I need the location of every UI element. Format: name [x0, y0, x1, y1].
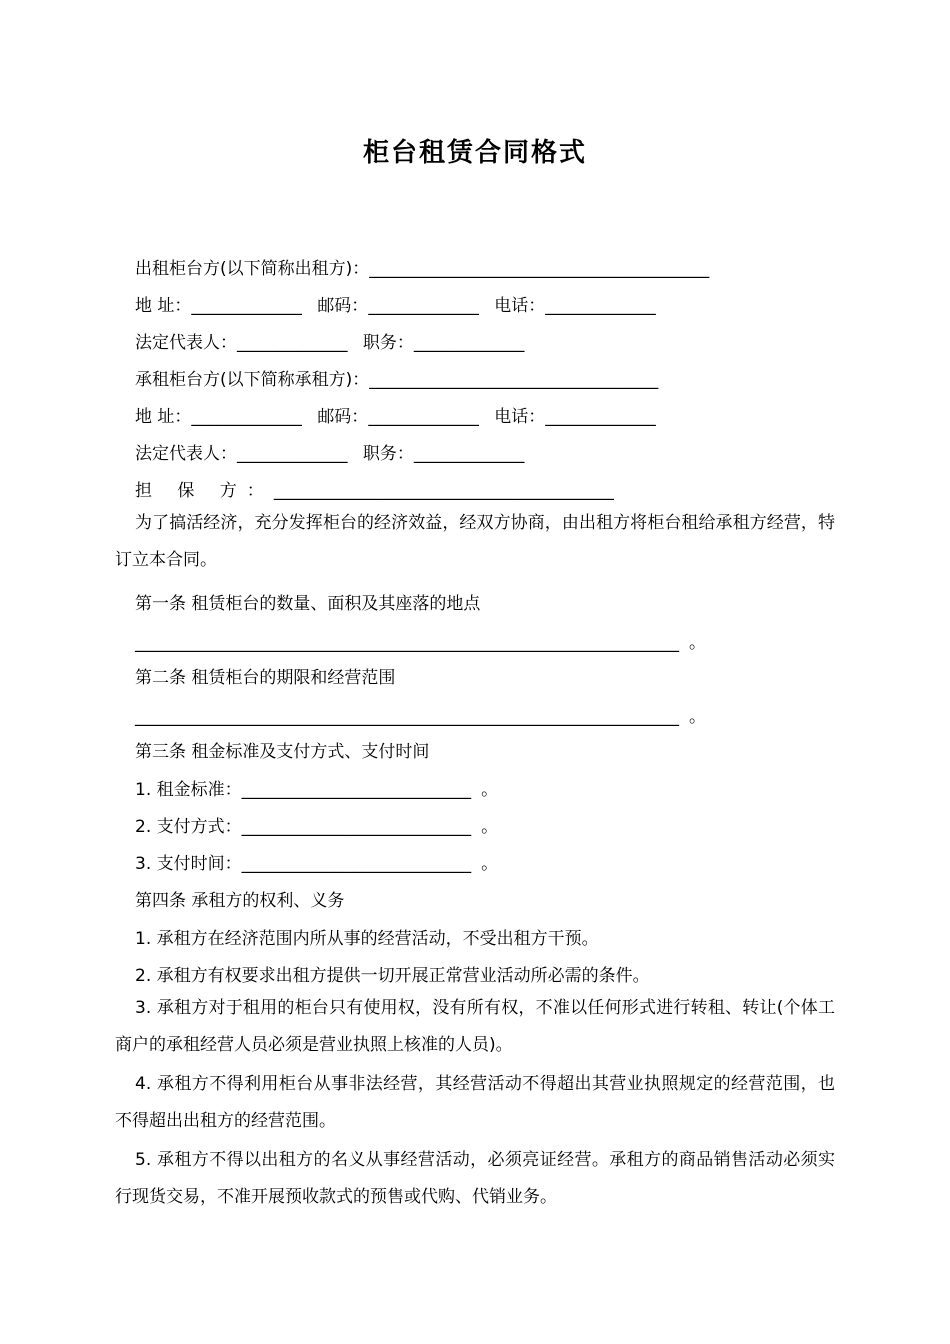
phone-label: 电话： — [494, 407, 546, 427]
rent-standard-line — [135, 775, 498, 800]
address-label: 地 址： — [135, 407, 192, 427]
lessor-line — [135, 254, 709, 279]
article-4-item-2: 2. 承租方有权要求出租方提供一切开展正常营业活动所必需的条件。 — [135, 966, 650, 986]
article-1-heading: 第一条 租赁柜台的数量、面积及其座落的地点 — [135, 594, 481, 614]
position-label: 职务： — [362, 333, 414, 353]
article-3-heading: 第三条 租金标准及支付方式、支付时间 — [135, 742, 430, 762]
position-blank[interactable]: _____________ — [413, 333, 525, 353]
legal-rep-blank[interactable]: _____________ — [237, 333, 348, 353]
payment-method-label: 2. 支付方式： — [135, 817, 242, 837]
payment-time-blank[interactable]: ___________________________ — [241, 854, 472, 874]
article-2-heading: 第二条 租赁柜台的期限和经营范围 — [135, 668, 396, 688]
rent-standard-label: 1. 租金标准： — [135, 780, 242, 800]
article-4-item-3: 3. 承租方对于租用的柜台只有使用权，没有所有权，不准以任何形式进行转租、转让(个体工商户的承租经营人员必须是营业执照上核准的人员)。 — [115, 998, 835, 1055]
postcode-label: 邮码： — [317, 407, 369, 427]
phone-blank[interactable]: _____________ — [545, 407, 656, 427]
postcode-blank[interactable]: _____________ — [368, 407, 479, 427]
document-title: 柜台租赁合同格式 — [362, 138, 587, 168]
period: 。 — [481, 854, 499, 874]
article-4-item-1: 1. 承租方在经济范围内所从事的经营活动，不受出租方干预。 — [135, 929, 599, 949]
article-4-heading: 第四条 承租方的权利、义务 — [135, 891, 345, 911]
period: 。 — [689, 707, 706, 727]
lessee-address-line — [135, 402, 656, 427]
phone-label: 电话： — [494, 296, 546, 316]
legal-rep-label: 法定代表人： — [135, 444, 237, 464]
lessor-label: 出租柜台方(以下简称出租方)： — [135, 259, 370, 279]
lessee-line — [135, 365, 658, 390]
address-label: 地 址： — [135, 296, 192, 316]
guarantor-label: 担 保 方： — [135, 481, 274, 501]
article-1-blank[interactable]: ________________________________________________________________ — [135, 633, 679, 653]
period: 。 — [481, 817, 499, 837]
period: 。 — [481, 780, 499, 800]
period: 。 — [689, 633, 706, 653]
article-4-item-4: 4. 承租方不得利用柜台从事非法经营，其经营活动不得超出其营业执照规定的经营范围，也不得超出出租方的经营范围。 — [115, 1074, 835, 1131]
payment-time-line — [135, 849, 498, 874]
lessee-label: 承租柜台方(以下简称承租方)： — [135, 370, 370, 390]
article-4-item-5: 5. 承租方不得以出租方的名义从事经营活动，必须亮证经营。承租方的商品销售活动必须实行现货交易，不准开展预收款式的预售或代购、代销业务。 — [115, 1150, 835, 1207]
article-1-line — [135, 628, 706, 653]
article-2-line — [135, 702, 706, 727]
address-blank[interactable]: _____________ — [191, 407, 302, 427]
lessee-rep-line — [135, 439, 524, 464]
payment-method-line — [135, 812, 498, 837]
address-blank[interactable]: _____________ — [191, 296, 302, 316]
position-blank[interactable]: _____________ — [413, 444, 525, 464]
guarantor-line — [135, 476, 614, 501]
preamble-paragraph: 为了搞活经济，充分发挥柜台的经济效益，经双方协商，由出租方将柜台租给承租方经营，特订立本合同。 — [115, 513, 835, 570]
phone-blank[interactable]: _____________ — [545, 296, 656, 316]
payment-method-blank[interactable]: ___________________________ — [241, 817, 472, 837]
position-label: 职务： — [362, 444, 414, 464]
postcode-label: 邮码： — [317, 296, 369, 316]
lessor-address-line — [135, 291, 656, 316]
lessor-rep-line — [135, 328, 524, 353]
rent-standard-blank[interactable]: ___________________________ — [241, 780, 472, 800]
lessee-blank[interactable]: __________________________________ — [369, 370, 659, 390]
guarantor-blank[interactable]: ________________________________________ — [273, 481, 614, 501]
postcode-blank[interactable]: _____________ — [368, 296, 479, 316]
legal-rep-blank[interactable]: _____________ — [237, 444, 348, 464]
legal-rep-label: 法定代表人： — [135, 333, 237, 353]
payment-time-label: 3. 支付时间： — [135, 854, 242, 874]
lessor-blank[interactable]: ________________________________________ — [369, 259, 710, 279]
article-2-blank[interactable]: ________________________________________________________________ — [135, 707, 679, 727]
